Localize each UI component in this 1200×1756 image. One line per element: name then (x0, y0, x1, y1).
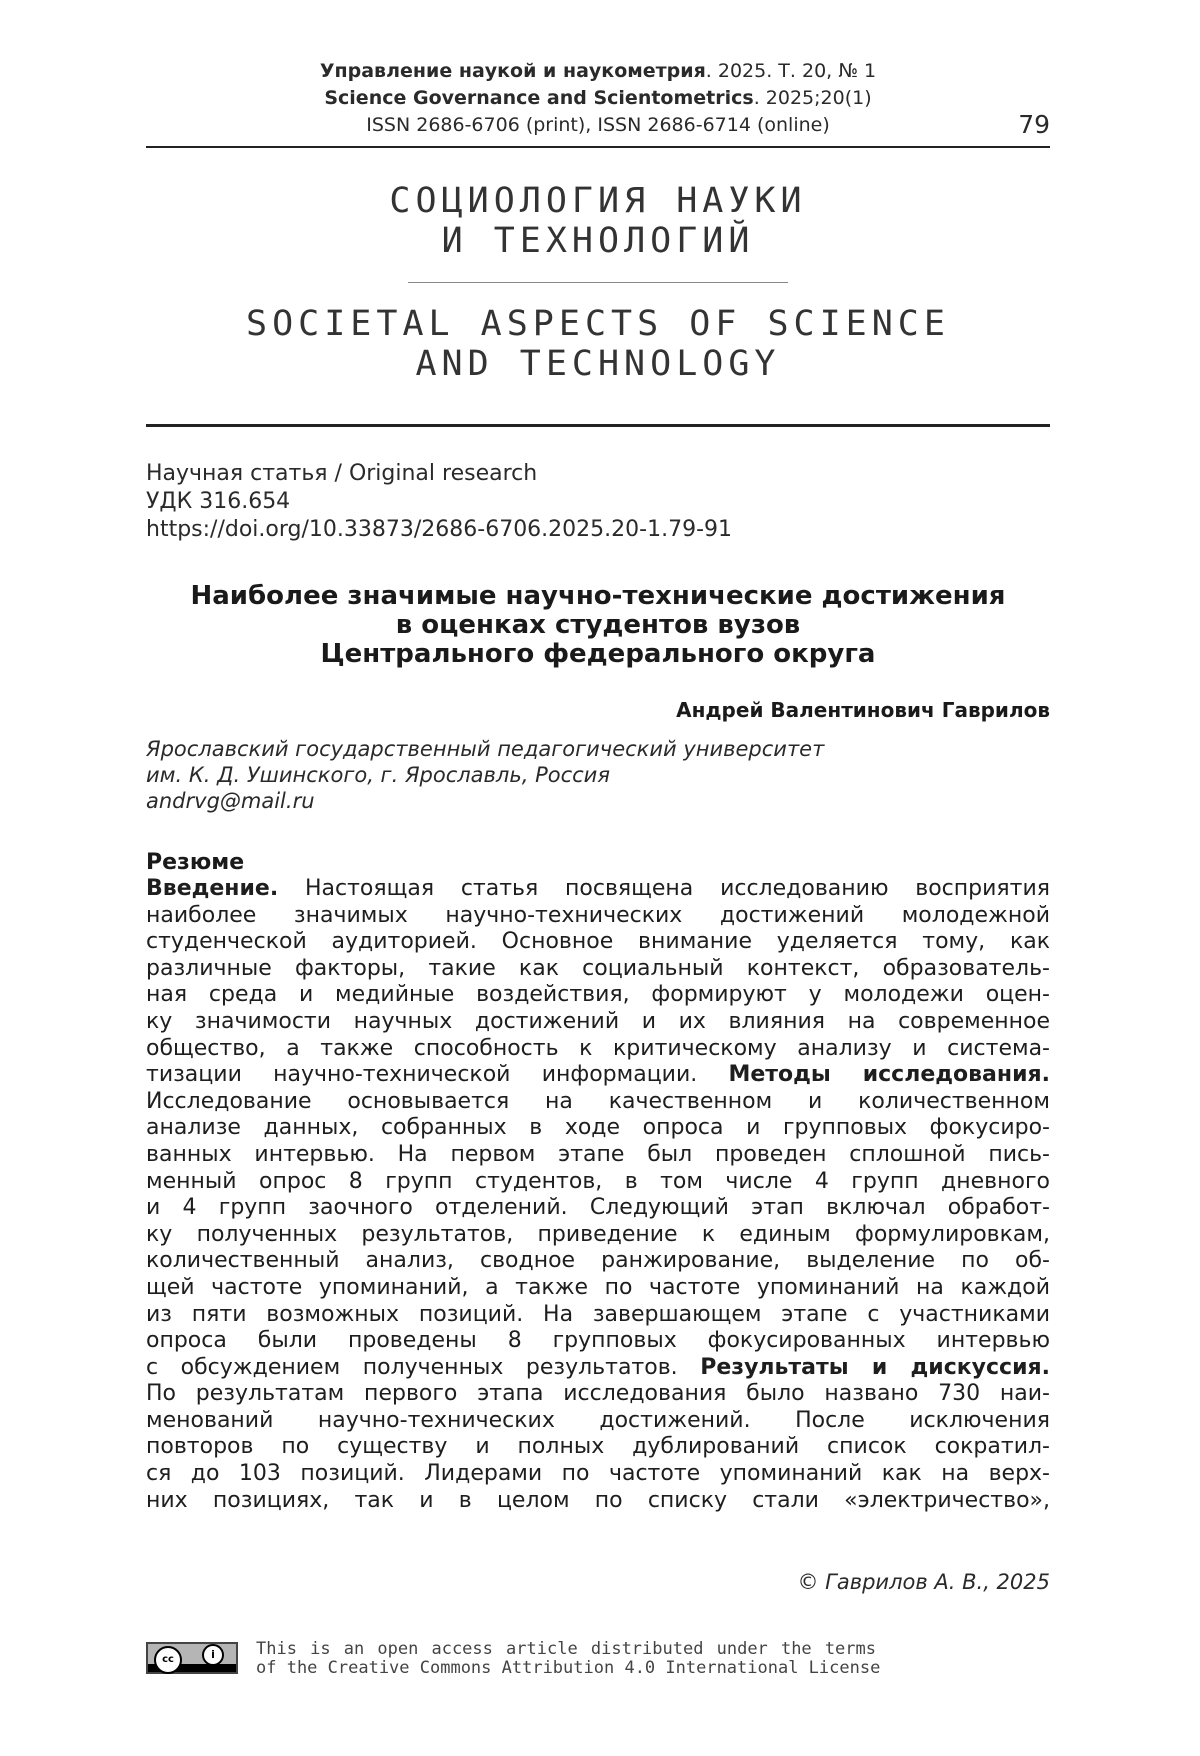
issue-en: . 2025;20(1) (753, 87, 872, 109)
abstract-text: Исследование основывается на качественном и количественном (146, 1088, 1050, 1114)
article-page (146, 0, 1050, 1756)
abstract-line (146, 1115, 1050, 1142)
abstract-line (146, 1275, 1050, 1302)
abstract-text: ку полученных результатов, приведение к единым формулировкам, (146, 1221, 1050, 1247)
abstract-text: менований научно-технических достижений. После исключения (146, 1407, 1050, 1433)
abstract-text: ная среда и медийные воздействия, формируют у молодежи оцен- (146, 982, 1050, 1008)
abstract-line (146, 1248, 1050, 1275)
abstract-text: общество, а также способность к критическому анализу и система- (146, 1035, 1050, 1061)
abstract-text: с обсуждением полученных результатов. (146, 1354, 701, 1380)
section-title-en (146, 304, 1050, 384)
abstract-line (146, 1461, 1050, 1488)
section-title-ru (146, 181, 1050, 261)
page-number: 79 (1018, 110, 1050, 139)
abstract-text: количественный анализ, сводное ранжирование, выделение по об- (146, 1248, 1050, 1274)
license-block (146, 1640, 1050, 1680)
article-title-line3: Центрального федерального округа (320, 639, 876, 669)
copyright: © Гаврилов А. В., 2025 (797, 1570, 1050, 1594)
abstract-line (146, 1222, 1050, 1249)
section-title-ru-line2: И ТЕХНОЛОГИЙ (441, 221, 755, 261)
abstract-line (146, 1142, 1050, 1169)
cc-by-badge-icon[interactable] (146, 1642, 238, 1674)
header-rule (146, 146, 1050, 148)
section-title-en-line2: AND TECHNOLOGY (415, 344, 781, 384)
abstract-line (146, 1488, 1050, 1515)
article-type: Научная статья / Original research (146, 461, 538, 486)
abstract-text: них позициях, так и в целом по списку стали «электричество», (146, 1487, 1050, 1513)
article-title-line1: Наиболее значимые научно-технические достижения (190, 581, 1006, 611)
abstract-line (146, 1408, 1050, 1435)
article-title (146, 582, 1050, 669)
abstract-text: ку значимости научных достижений и их влияния на современное (146, 1008, 1050, 1034)
affiliation-line2: им. К. Д. Ушинского, г. Ярославль, Россия (146, 763, 610, 787)
issue-ru: . 2025. Т. 20, № 1 (705, 60, 877, 82)
article-meta (146, 460, 732, 544)
journal-header (146, 58, 1050, 139)
abstract-line (146, 876, 1050, 903)
abstract-text: По результатам первого этапа исследования было названо 730 наи- (146, 1381, 1050, 1407)
section-divider (408, 282, 788, 283)
issn: ISSN 2686-6706 (print), ISSN 2686-6714 (online) (366, 114, 830, 136)
abstract-line (146, 1089, 1050, 1116)
license-text (256, 1639, 881, 1678)
author-name: Андрей Валентинович Гаврилов (676, 698, 1050, 722)
abstract-text: ванных интервью. На первом этапе был проведен сплошной пись- (146, 1141, 1050, 1167)
abstract-subheading: Результаты и дискуссия. (700, 1354, 1050, 1380)
abstract-line (146, 982, 1050, 1009)
abstract-line (146, 1381, 1050, 1408)
abstract-subheading: Введение. (146, 876, 279, 901)
section-title-ru-line1: СОЦИОЛОГИЯ НАУКИ (389, 181, 807, 221)
author-email[interactable]: andrvg@mail.ru (146, 789, 315, 813)
abstract-text: менный опрос 8 групп студентов, в том числе 4 групп дневного (146, 1168, 1050, 1194)
abstract-line (146, 1195, 1050, 1222)
section-rule (146, 424, 1050, 427)
abstract-text: тизации научно-технической информации. (146, 1062, 729, 1088)
abstract-heading: Резюме (146, 850, 245, 875)
journal-name-ru: Управление наукой и наукометрия (319, 60, 706, 82)
abstract-line (146, 929, 1050, 956)
abstract-line (146, 1434, 1050, 1461)
license-line1: This is an open access article distributed under the terms (256, 1639, 876, 1659)
abstract-body (146, 876, 1050, 1514)
article-title-line2: в оценках студентов вузов (395, 610, 801, 640)
abstract-text: и 4 групп заочного отделений. Следующий этап включал обработ- (146, 1195, 1050, 1221)
license-line2: of the Creative Commons Attribution 4.0 International License (256, 1658, 881, 1678)
abstract-line (146, 903, 1050, 930)
affiliation-line1: Ярославский государственный педагогический университет (146, 737, 825, 761)
abstract-text: наиболее значимых научно-технических достижений молодежной (146, 902, 1050, 928)
affiliation (146, 736, 824, 814)
abstract-text: щей частоте упоминаний, а также по частоте упоминаний на каждой (146, 1274, 1050, 1300)
abstract-line (146, 1169, 1050, 1196)
journal-name-en: Science Governance and Scientometrics (324, 87, 754, 109)
abstract-line (146, 1328, 1050, 1355)
abstract-text: повторов по существу и полных дублирований список сократил- (146, 1434, 1050, 1460)
abstract-line (146, 1355, 1050, 1382)
abstract-text: из пяти возможных позиций. На завершающем этапе с участниками (146, 1301, 1050, 1327)
abstract-text: различные факторы, такие как социальный контекст, образователь- (146, 955, 1050, 981)
udc: УДК 316.654 (146, 489, 291, 514)
abstract-text: анализе данных, собранных в ходе опроса и групповых фокусиро- (146, 1115, 1050, 1141)
abstract-line (146, 1036, 1050, 1063)
abstract-line (146, 1302, 1050, 1329)
section-title-en-line1: SOCIETAL ASPECTS OF SCIENCE (246, 304, 950, 344)
abstract-line (146, 956, 1050, 983)
doi-link[interactable]: https://doi.org/10.33873/2686-6706.2025.20-1.79-91 (146, 517, 733, 542)
abstract-subheading: Методы исследования. (728, 1062, 1050, 1088)
abstract-text: Настоящая статья посвящена исследованию восприятия (278, 876, 1050, 901)
abstract-text: опроса были проведены 8 групповых фокусированных интервью (146, 1328, 1050, 1354)
cc-icon: cc (154, 1646, 182, 1674)
abstract-text: студенческой аудиторией. Основное внимание уделяется тому, как (146, 929, 1050, 955)
by-icon: i (202, 1644, 224, 1666)
abstract-line (146, 1009, 1050, 1036)
abstract-line (146, 1062, 1050, 1089)
abstract-text: ся до 103 позиций. Лидерами по частоте упоминаний как на верх- (146, 1461, 1050, 1487)
